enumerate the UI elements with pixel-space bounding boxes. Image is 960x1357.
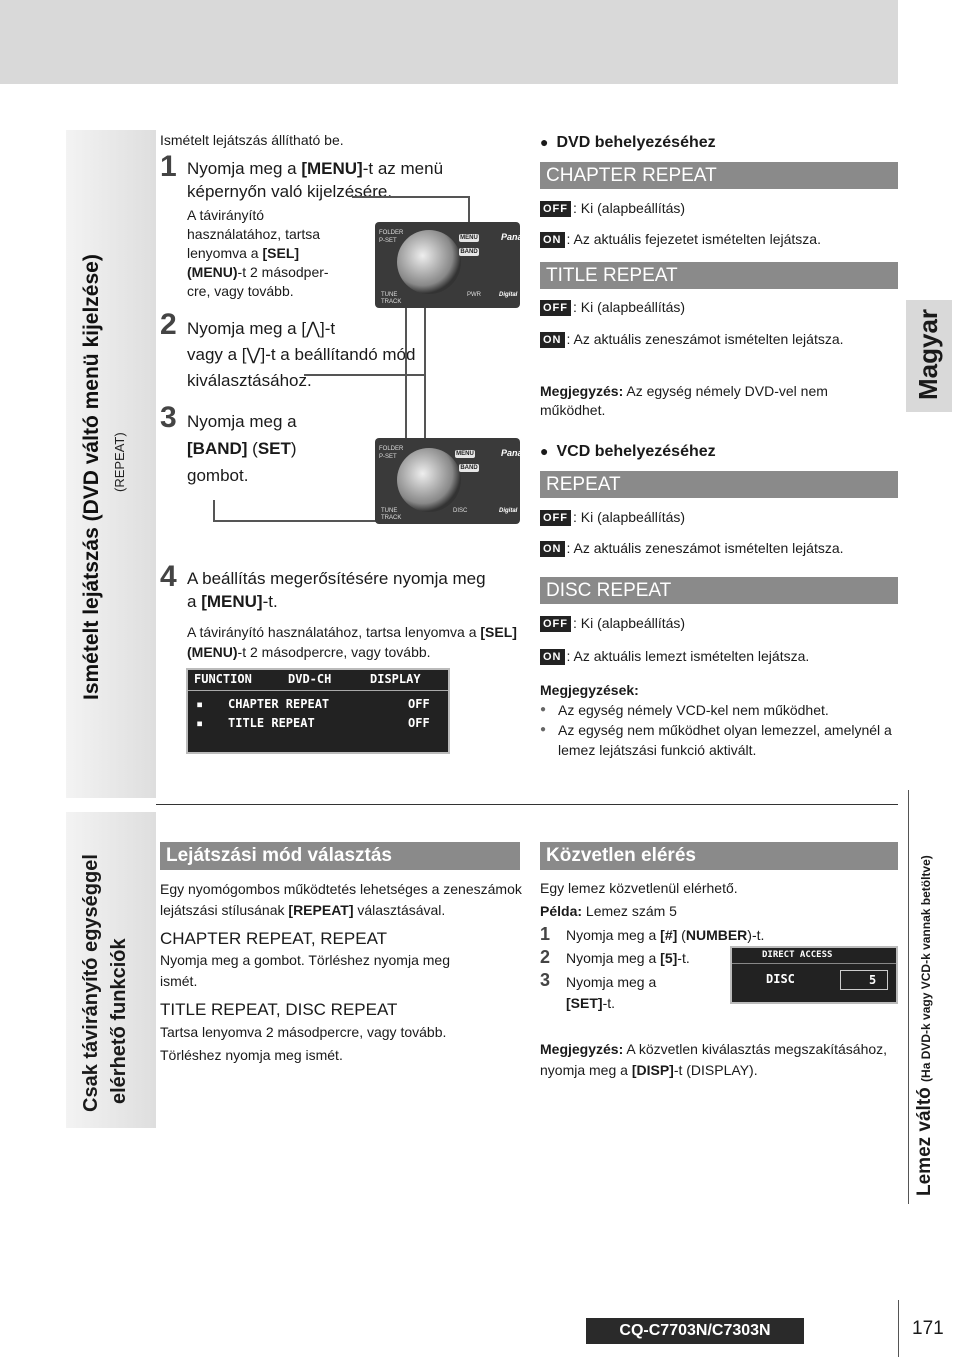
model-number: CQ-C7703N/C7303N [586, 1318, 804, 1344]
page-divider [898, 1300, 899, 1357]
intro-text: Ismételt lejátszás állítható be. [160, 132, 344, 148]
menu-screen [186, 668, 450, 754]
band-button[interactable]: BAND [460, 249, 478, 255]
title-repeat-header: TITLE REPEAT [540, 262, 898, 289]
off-icon: OFF [540, 616, 571, 632]
direct-step-3-num: 3 [540, 970, 551, 990]
menu-separator [188, 690, 448, 691]
changer-tab-label [914, 776, 936, 1196]
menu-row-1-value: OFF [408, 697, 430, 711]
menu-row-2-value: OFF [408, 716, 430, 730]
playmode-sub2-title: TITLE REPEAT, DISC REPEAT [160, 1000, 398, 1019]
disc-off-row: OFF : Ki (alapbeállítás) [540, 614, 685, 633]
step-4-text: A beállítás megerősítésére nyomja meg a [MENU]-t. [187, 569, 486, 611]
band-button-2[interactable]: BAND [460, 465, 478, 471]
vcd-notes-list [540, 700, 900, 760]
direct-step-3: Nyomja meg a [SET]-t. [566, 974, 657, 1011]
side-tab-remote-line2: elérhető funkciók [108, 938, 130, 1104]
remote-note-2: A távirányító használatához, tartsa lenyomva a [SEL] (MENU)-t 2 másodpercre, vagy tovább. [187, 624, 517, 660]
direct-step-2: Nyomja meg a [5]-t. [566, 950, 690, 966]
page-number: 171 [912, 1318, 944, 1339]
direct-step-2-num: 2 [540, 947, 551, 967]
step-1-number: 1 [160, 150, 177, 183]
disc-repeat-header: DISC REPEAT [540, 577, 898, 604]
repeat-on-row: ON : Az aktuális zeneszámot ismételten lejátsza. [540, 539, 844, 558]
vcd-notes-label: Megjegyzések: [540, 682, 639, 698]
repeat-header: REPEAT [540, 471, 898, 498]
menu-tab-dvdch: DVD-CH [288, 672, 332, 686]
direct-header: Közvetlen elérés [540, 842, 898, 870]
menu-row-2-marker: ▪ [196, 716, 204, 730]
playmode-sub2-text: Tartsa lenyomva 2 másodpercre, vagy tovább. Törléshez nyomja meg ismét. [160, 1024, 447, 1063]
side-tab-title: Ismételt lejátszás (DVD váltó menü kijelzése) [80, 254, 103, 700]
direct-screen-separator [732, 963, 896, 964]
direct-screen-value-box [840, 970, 888, 990]
head-unit-image-1: FOLDER P-SET TUNE TRACK MENU BAND PWR Pana Digital [375, 222, 520, 308]
direct-desc: Egy lemez közvetlenül elérhető. [540, 880, 738, 896]
direct-note: Megjegyzés: A közvetlen kiválasztás megszakításához, nyomja meg a [DISP]-t (DISPLAY). [540, 1041, 888, 1078]
playmode-sub1-title: CHAPTER REPEAT, REPEAT [160, 929, 388, 948]
top-header-bar [0, 0, 898, 84]
direct-screen-label: DISC [766, 972, 795, 986]
rotary-knob-2 [397, 448, 461, 512]
side-tab-subtitle: (REPEAT) [112, 432, 127, 492]
language-label: Magyar [913, 308, 943, 400]
on-icon: ON [540, 541, 565, 557]
list-item: ● Az egység némely VCD-kel nem működhet. [540, 700, 900, 720]
repeat-off-row: OFF : Ki (alapbeállítás) [540, 508, 685, 527]
dvd-heading: ● DVD behelyezéséhez [540, 134, 716, 152]
chapter-on-row: ON : Az aktuális fejezetet ismételten lejátsza. [540, 230, 821, 249]
menu-tab-display: DISPLAY [370, 672, 421, 686]
step-4-number: 4 [160, 560, 177, 593]
off-icon: OFF [540, 510, 571, 526]
playmode-desc: Egy nyomógombos működtetés lehetséges a zeneszámok lejátszási stílusának [REPEAT] választásával. [160, 881, 522, 918]
chapter-repeat-header: CHAPTER REPEAT [540, 162, 898, 189]
playmode-header: Lejátszási mód választás [160, 842, 520, 870]
menu-row-2-label: TITLE REPEAT [228, 716, 315, 730]
menu-tab-function: FUNCTION [194, 672, 252, 686]
direct-step-1: Nyomja meg a [#] (NUMBER)-t. [566, 927, 765, 943]
direct-step-1-num: 1 [540, 924, 551, 944]
off-icon: OFF [540, 300, 571, 316]
list-item: ● Az egység nem működhet olyan lemezzel, amelynél a lemez lejátszási funkció aktivált. [540, 720, 900, 760]
disc-on-row: ON : Az aktuális lemezt ismételten lejátsza. [540, 647, 809, 666]
vcd-heading: ● VCD behelyezéséhez [540, 443, 716, 461]
on-icon: ON [540, 649, 565, 665]
on-icon: ON [540, 332, 565, 348]
direct-example: Példa: Lemez szám 5 [540, 903, 677, 919]
title-off-row: OFF : Ki (alapbeállítás) [540, 298, 685, 317]
direct-screen-header: DIRECT ACCESS [762, 950, 833, 960]
playmode-sub1-text: Nyomja meg a gombot. Törléshez nyomja meg ismét. [160, 952, 450, 989]
direct-screen-value: 5 [869, 973, 877, 987]
off-icon: OFF [540, 201, 571, 217]
direct-access-screen [730, 946, 898, 1004]
connector-line-1 [352, 196, 469, 198]
on-icon: ON [540, 232, 565, 248]
step-3-text: Nyomja meg a [BAND] (SET) gombot. [187, 412, 297, 485]
step-2-number: 2 [160, 308, 177, 341]
menu-row-1-label: CHAPTER REPEAT [228, 697, 330, 711]
head-unit-image-2: FOLDER P-SET TUNE TRACK MENU BAND DISC Pana Digital [375, 438, 520, 524]
step-3-number: 3 [160, 401, 177, 434]
chapter-off-row: OFF : Ki (alapbeállítás) [540, 199, 685, 218]
step-1-text: Nyomja meg a [MENU]-t az menü képernyőn való kijelzésére. [187, 159, 444, 201]
changer-divider [908, 790, 909, 1204]
connector-line-3 [213, 500, 215, 522]
side-tab-remote-line1: Csak távirányító egységgel [80, 854, 102, 1112]
changer-title: Lemez váltó [914, 1087, 935, 1196]
menu-row-1-marker: ▪ [196, 697, 204, 711]
remote-note-1: A távirányító használatához, tartsa lenyomva a [SEL] (MENU)-t 2 másodper- cre, vagy tovább. [187, 207, 329, 299]
section-divider [156, 804, 898, 805]
menu-button[interactable]: MENU [460, 235, 478, 241]
dvd-note: Megjegyzés: Az egység némely DVD-vel nem működhet. [540, 383, 828, 418]
menu-button-2[interactable]: MENU [456, 451, 474, 457]
step-2-text: Nyomja meg a [⋀]-t vagy a [⋁]-t a beállítandó mód kiválasztásához. [187, 319, 416, 390]
rotary-knob [397, 230, 461, 294]
changer-note: (Ha DVD-k vagy VCD-k vannak betöltve) [919, 855, 933, 1082]
title-on-row: ON : Az aktuális zeneszámot ismételten lejátsza. [540, 330, 844, 349]
